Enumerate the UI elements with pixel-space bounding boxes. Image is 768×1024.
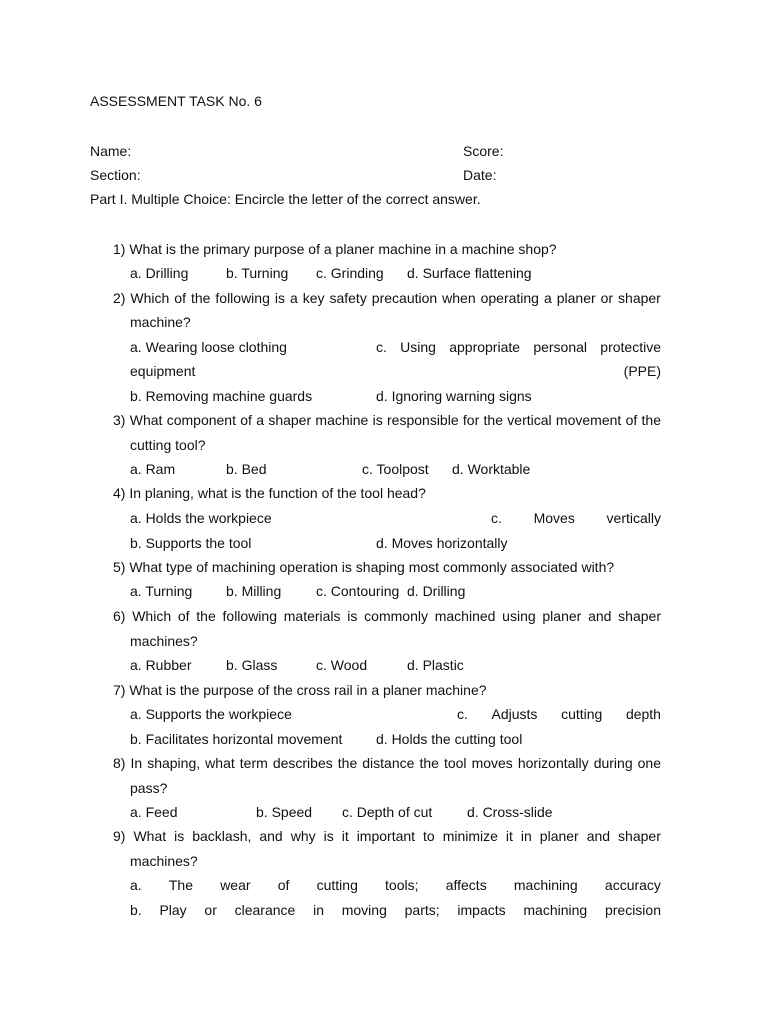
q8-option-a: a. Feed <box>130 804 178 820</box>
question-1-text: 1) What is the primary purpose of a planer machine in a machine shop? <box>113 241 557 257</box>
question-2-text-cont: machine? <box>130 314 191 330</box>
q6-option-c: c. Wood <box>316 657 368 673</box>
q2-option-d: d. Ignoring warning signs <box>376 388 532 404</box>
question-8-text-cont: pass? <box>130 780 168 796</box>
q3-option-a: a. Ram <box>130 461 176 477</box>
q5-option-b: b. Milling <box>226 583 282 599</box>
q6-option-a: a. Rubber <box>130 657 192 673</box>
question-5-text: 5) What type of machining operation is shaping most commonly associated with? <box>113 559 615 575</box>
q1-option-b: b. Turning <box>226 265 289 281</box>
q3-option-d: d. Worktable <box>452 461 531 477</box>
question-6-text: 6) Which of the following materials is commonly machined using planer and shaper <box>113 608 661 624</box>
name-label: Name: <box>90 143 132 159</box>
q7-option-c: c. Adjusts cutting depth <box>457 706 661 722</box>
q5-option-c: c. Contouring <box>316 583 400 599</box>
instructions: Part I. Multiple Choice: Encircle the letter of the correct answer. <box>90 191 481 207</box>
q2-option-b: b. Removing machine guards <box>130 388 313 404</box>
q1-option-d: d. Surface flattening <box>407 265 532 281</box>
date-label: Date: <box>463 167 497 183</box>
question-3-text: 3) What component of a shaper machine is responsible for the vertical movement of the <box>113 412 661 428</box>
q4-option-d: d. Moves horizontally <box>376 535 508 551</box>
q7-option-a: a. Supports the workpiece <box>130 706 292 722</box>
question-2-text: 2) Which of the following is a key safety precaution when operating a planer or shaper <box>113 290 661 306</box>
q8-option-c: c. Depth of cut <box>342 804 433 820</box>
question-9-text-cont: machines? <box>130 853 198 869</box>
q1-option-a: a. Drilling <box>130 265 189 281</box>
q8-option-d: d. Cross-slide <box>467 804 553 820</box>
q4-option-b: b. Supports the tool <box>130 535 252 551</box>
q8-option-b: b. Speed <box>256 804 313 820</box>
q4-option-c: c. Moves vertically <box>491 510 661 526</box>
score-label: Score: <box>463 143 504 159</box>
q2-option-c-cont: equipment (PPE) <box>130 363 661 379</box>
q3-option-c: c. Toolpost <box>362 461 429 477</box>
question-3-text-cont: cutting tool? <box>130 437 206 453</box>
q6-option-b: b. Glass <box>226 657 278 673</box>
q5-option-d: d. Drilling <box>407 583 466 599</box>
q1-option-c: c. Grinding <box>316 265 384 281</box>
question-7-text: 7) What is the purpose of the cross rail in a planer machine? <box>113 682 487 698</box>
q7-option-d: d. Holds the cutting tool <box>376 731 523 747</box>
q2-option-a: a. Wearing loose clothing <box>130 339 287 355</box>
question-9-text: 9) What is backlash, and why is it important to minimize it in planer and shaper <box>113 828 661 844</box>
q4-option-a: a. Holds the workpiece <box>130 510 272 526</box>
page-title: ASSESSMENT TASK No. 6 <box>90 93 262 109</box>
q9-option-a: a. The wear of cutting tools; affects machining accuracy <box>130 877 661 893</box>
question-6-text-cont: machines? <box>130 633 198 649</box>
question-4-text: 4) In planing, what is the function of the tool head? <box>113 485 426 501</box>
section-label: Section: <box>90 167 141 183</box>
q6-option-d: d. Plastic <box>407 657 464 673</box>
q3-option-b: b. Bed <box>226 461 267 477</box>
q9-option-b: b. Play or clearance in moving parts; impacts machining precision <box>130 902 661 918</box>
question-8-text: 8) In shaping, what term describes the distance the tool moves horizontally during one <box>113 755 661 771</box>
q7-option-b: b. Facilitates horizontal movement <box>130 731 343 747</box>
q5-option-a: a. Turning <box>130 583 193 599</box>
q2-option-c: c. Using appropriate personal protective <box>376 339 661 355</box>
